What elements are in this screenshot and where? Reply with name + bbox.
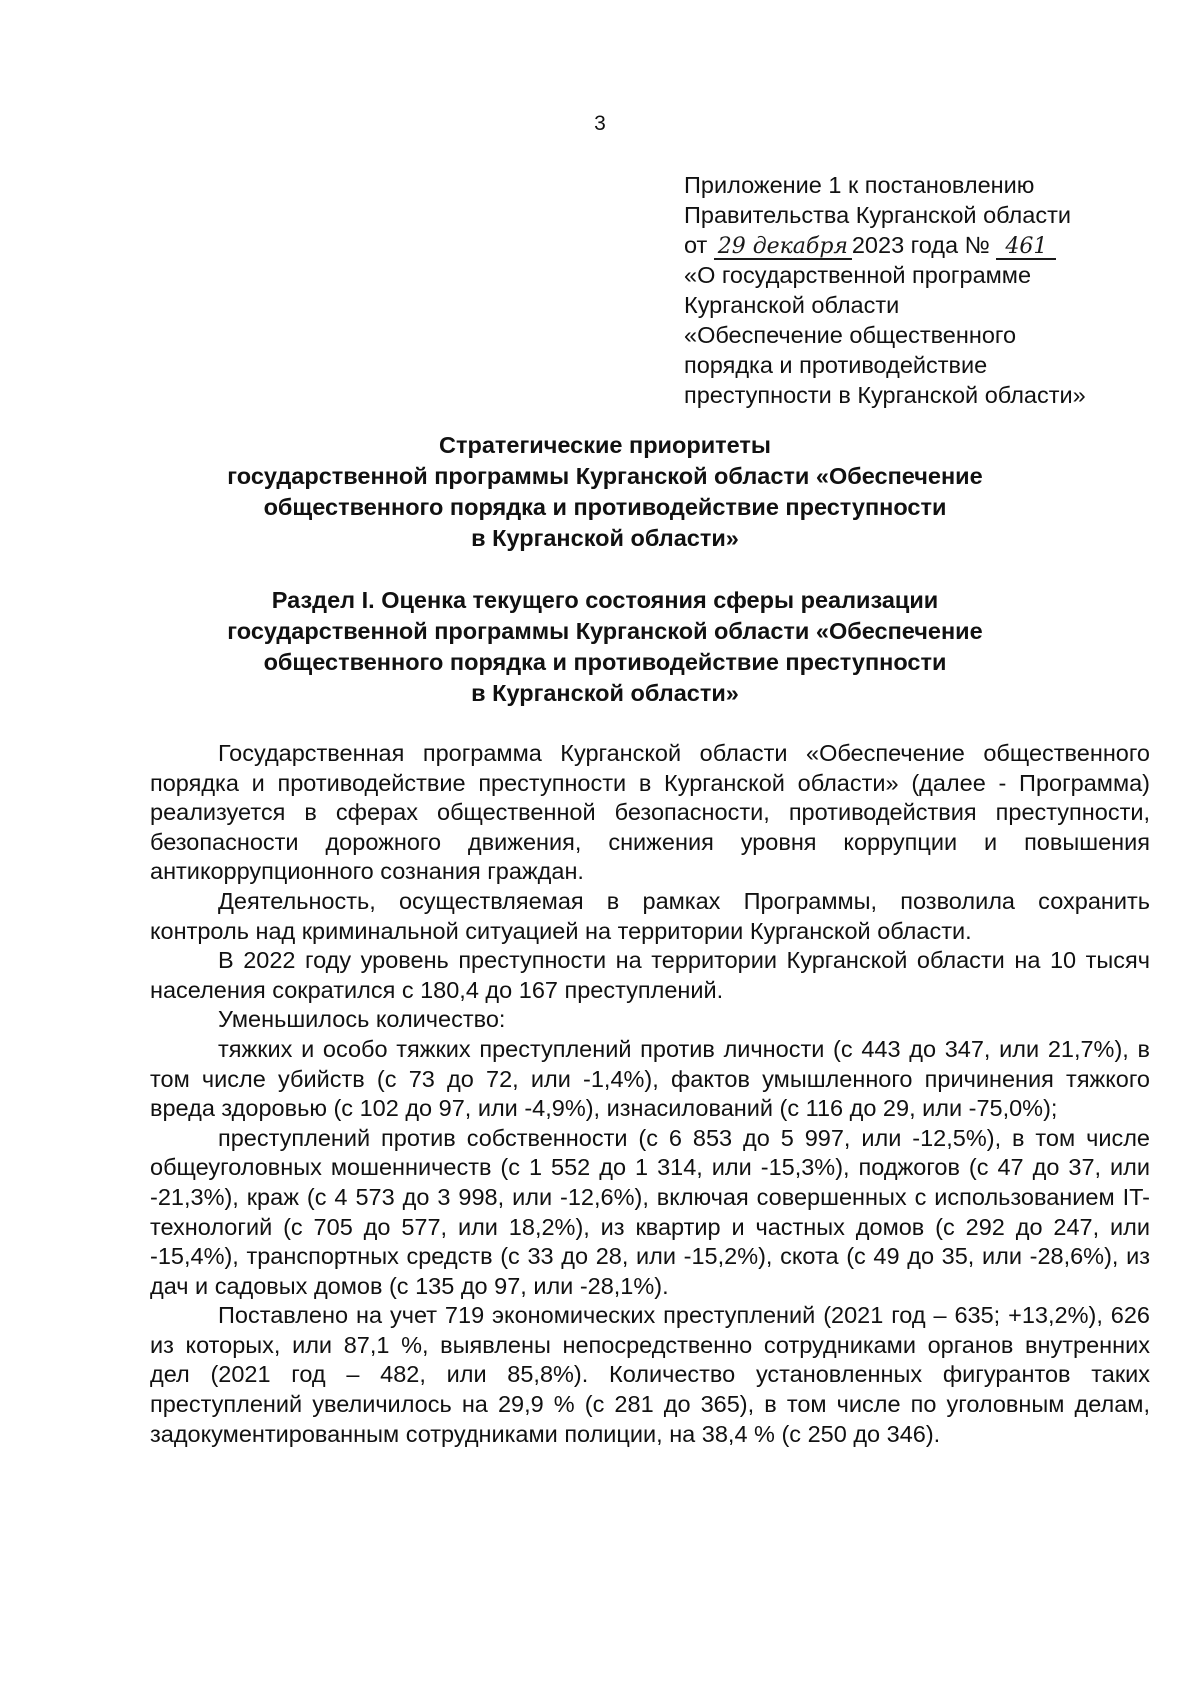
document-title	[150, 430, 1060, 554]
appendix-line-6: «Обеспечение общественного	[684, 322, 1017, 348]
page-number: 3	[594, 112, 606, 135]
paragraph: Уменьшилось количество:	[218, 1006, 506, 1033]
paragraph: тяжких и особо тяжких преступлений против личности (с 443 до 347, или 21,7%), в том числе убийств (с 73 до 72, или -1,4%), фактов умышленного причинения тяжкого вреда здоровью (с 102 до 97, или -4,9%), изнасилований (с 116 до 29, или -75,0%);	[150, 1035, 1150, 1122]
appendix-line-4: «О государственной программе	[684, 262, 1032, 288]
paragraph: Деятельность, осуществляемая в рамках Программы, позволила сохранить контроль над криминальной ситуацией на территории Курганской области.	[150, 887, 1150, 944]
paragraph: преступлений против собственности (с 6 853 до 5 997, или -12,5%), в том числе общеуголовных мошенничеств (с 1 552 до 1 314, или -15,3%), поджогов (с 47 до 37, или -21,3%), краж (с 4 573 до 3 998, или -12,6%), включая совершенных с использованием IT-технологий (с 705 до 577, или 18,2%), из квартир и частных домов (с 292 до 247, или -15,4%), транспортных средств (с 33 до 28, или -15,2%), скота (с 49 до 35, или -28,6%), из дач и садовых домов (с 135 до 97, или -28,1%).	[150, 1124, 1150, 1299]
section-line-4: в Курганской области»	[471, 680, 739, 706]
date-prefix: от	[684, 232, 708, 258]
section-line-1: Раздел I. Оценка текущего состояния сферы реализации	[271, 587, 939, 613]
section-line-2: государственной программы Курганской области «Обеспечение	[227, 618, 983, 644]
paragraph: Государственная программа Курганской области «Обеспечение общественного порядка и противодействие преступности в Курганской области» (далее - Программа) реализуется в сферах общественной безопасности, противодействия преступности, безопасности дорожного движения, снижения уровня коррупции и повышения антикоррупционного сознания граждан.	[150, 740, 1150, 885]
appendix-block	[684, 170, 1184, 410]
appendix-line-2: Правительства Курганской области	[684, 202, 1071, 228]
appendix-line-8: преступности в Курганской области»	[684, 382, 1086, 408]
appendix-line-7: порядка и противодействие	[684, 352, 988, 378]
title-line-3: общественного порядка и противодействие преступности	[263, 494, 947, 520]
handwritten-date: 29 декабря	[714, 236, 852, 260]
handwritten-number: 461	[996, 236, 1056, 260]
title-line-4: в Курганской области»	[471, 525, 739, 551]
section-heading	[150, 585, 1060, 709]
paragraph: Поставлено на учет 719 экономических преступлений (2021 год – 635; +13,2%), 626 из которых, или 87,1 %, выявлены непосредственно сотрудниками органов внутренних дел (2021 год – 482, или 85,8%). Количество установленных фигурантов таких преступлений увеличилось на 29,9 % (с 281 до 365), в том числе по уголовным делам, задокументированным сотрудниками полиции, на 38,4 % (с 250 до 346).	[150, 1302, 1150, 1447]
body-text	[150, 739, 1150, 1449]
appendix-line-5: Курганской области	[684, 292, 900, 318]
section-line-3: общественного порядка и противодействие преступности	[263, 649, 947, 675]
appendix-date-line	[684, 230, 1184, 260]
year-text: 2023 года №	[851, 232, 990, 258]
title-line-1: Стратегические приоритеты	[439, 432, 771, 458]
appendix-line-1: Приложение 1 к постановлению	[684, 172, 1035, 198]
title-line-2: государственной программы Курганской области «Обеспечение	[227, 463, 983, 489]
paragraph: В 2022 году уровень преступности на территории Курганской области на 10 тысяч населения сократился с 180,4 до 167 преступлений.	[150, 947, 1150, 1003]
